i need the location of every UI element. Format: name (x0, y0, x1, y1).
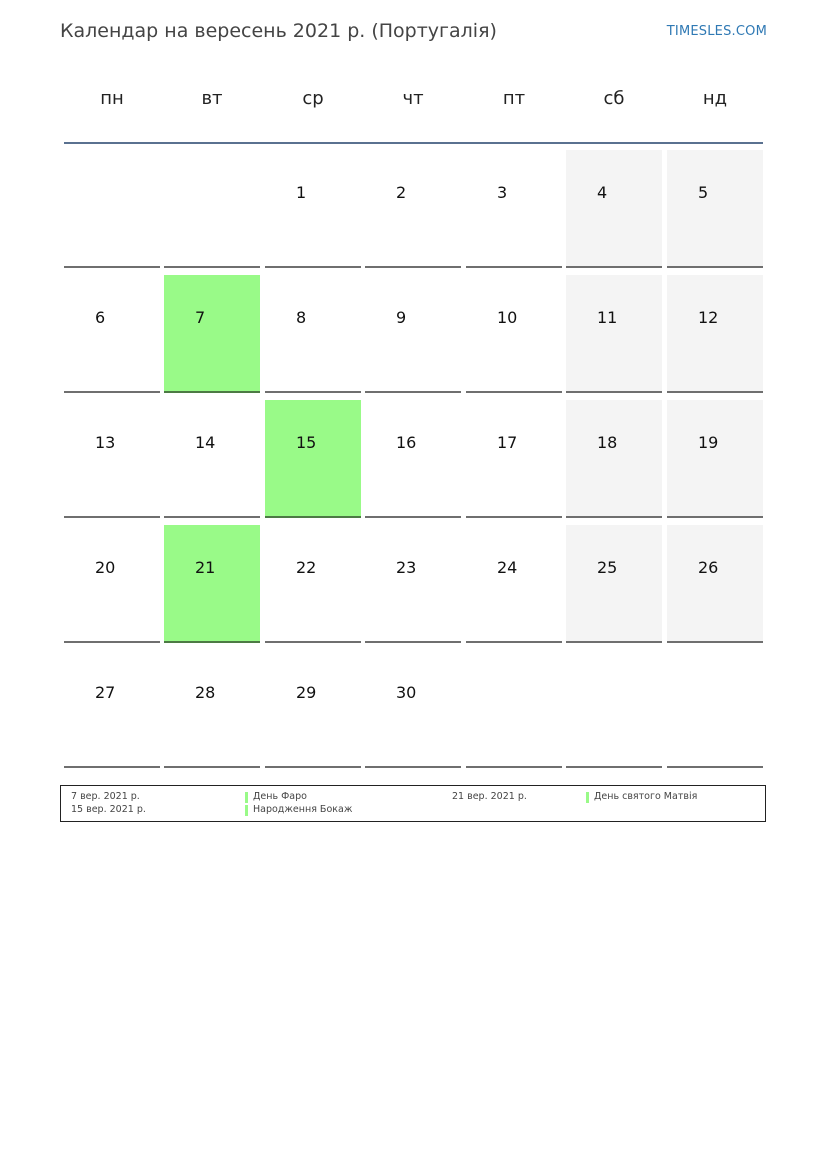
day-cell[interactable] (566, 275, 662, 393)
legend-holiday-name: День Фаро (253, 791, 307, 802)
legend-holiday-name: День святого Матвія (594, 791, 698, 802)
day-cell[interactable] (667, 150, 763, 268)
brand-link[interactable]: TIMESLES.COM (666, 24, 767, 39)
day-number: 17 (497, 433, 518, 452)
day-number: 27 (95, 683, 116, 702)
day-number: 12 (698, 308, 719, 327)
day-cell[interactable] (365, 400, 461, 518)
day-cell[interactable] (566, 150, 662, 268)
weekday-label: чт (402, 88, 424, 109)
day-number: 23 (396, 558, 417, 577)
day-number: 5 (698, 183, 709, 202)
day-cell[interactable] (466, 275, 562, 393)
day-number: 10 (497, 308, 518, 327)
day-cell[interactable] (64, 650, 160, 768)
legend-holiday-name: Народження Бокаж (253, 804, 353, 815)
day-number: 7 (195, 308, 206, 327)
day-number: 8 (296, 308, 307, 327)
day-cell[interactable] (64, 275, 160, 393)
day-number: 29 (296, 683, 317, 702)
day-number: 16 (396, 433, 417, 452)
day-number: 9 (396, 308, 407, 327)
day-number: 25 (597, 558, 618, 577)
day-cell[interactable] (365, 275, 461, 393)
day-number: 4 (597, 183, 608, 202)
day-number: 1 (296, 183, 307, 202)
weekday-label: пн (100, 88, 124, 109)
page-title: Календар на вересень 2021 р. (Португалія) (60, 20, 497, 42)
day-number: 22 (296, 558, 317, 577)
legend-color-swatch (245, 792, 248, 803)
day-number: 28 (195, 683, 216, 702)
day-number: 11 (597, 308, 618, 327)
day-number: 14 (195, 433, 216, 452)
legend-color-swatch (586, 792, 589, 803)
day-cell[interactable] (667, 525, 763, 643)
day-cell[interactable] (466, 150, 562, 268)
weekday-label: пт (502, 88, 526, 109)
holiday-day-cell[interactable] (265, 400, 361, 518)
empty-day-cell (466, 650, 562, 768)
day-cell[interactable] (365, 650, 461, 768)
weekday-header (64, 88, 764, 120)
day-cell[interactable] (667, 400, 763, 518)
day-number: 20 (95, 558, 116, 577)
weekday-label: сб (603, 88, 625, 109)
day-number: 15 (296, 433, 317, 452)
empty-day-cell (64, 150, 160, 268)
header-divider (64, 142, 763, 144)
day-number: 3 (497, 183, 508, 202)
day-number: 2 (396, 183, 407, 202)
weekday-label: нд (702, 88, 728, 109)
day-cell[interactable] (265, 525, 361, 643)
holiday-legend (60, 785, 766, 822)
day-cell[interactable] (466, 525, 562, 643)
legend-color-swatch (245, 805, 248, 816)
day-number: 30 (396, 683, 417, 702)
day-cell[interactable] (164, 400, 260, 518)
day-cell[interactable] (466, 400, 562, 518)
empty-day-cell (566, 650, 662, 768)
empty-day-cell (164, 150, 260, 268)
day-cell[interactable] (365, 525, 461, 643)
day-number: 6 (95, 308, 106, 327)
holiday-day-cell[interactable] (164, 275, 260, 393)
day-cell[interactable] (667, 275, 763, 393)
day-number: 26 (698, 558, 719, 577)
legend-date: 15 вер. 2021 р. (71, 804, 146, 815)
legend-date: 21 вер. 2021 р. (452, 791, 527, 802)
day-number: 13 (95, 433, 116, 452)
day-cell[interactable] (164, 650, 260, 768)
day-cell[interactable] (265, 650, 361, 768)
day-cell[interactable] (365, 150, 461, 268)
day-cell[interactable] (64, 525, 160, 643)
legend-date: 7 вер. 2021 р. (71, 791, 140, 802)
holiday-day-cell[interactable] (164, 525, 260, 643)
day-number: 19 (698, 433, 719, 452)
day-number: 18 (597, 433, 618, 452)
day-cell[interactable] (566, 525, 662, 643)
calendar-grid (64, 150, 764, 770)
day-number: 24 (497, 558, 518, 577)
day-cell[interactable] (64, 400, 160, 518)
weekday-label: вт (201, 88, 223, 109)
day-cell[interactable] (566, 400, 662, 518)
empty-day-cell (667, 650, 763, 768)
day-number: 21 (195, 558, 216, 577)
day-cell[interactable] (265, 275, 361, 393)
day-cell[interactable] (265, 150, 361, 268)
weekday-label: ср (302, 88, 324, 109)
